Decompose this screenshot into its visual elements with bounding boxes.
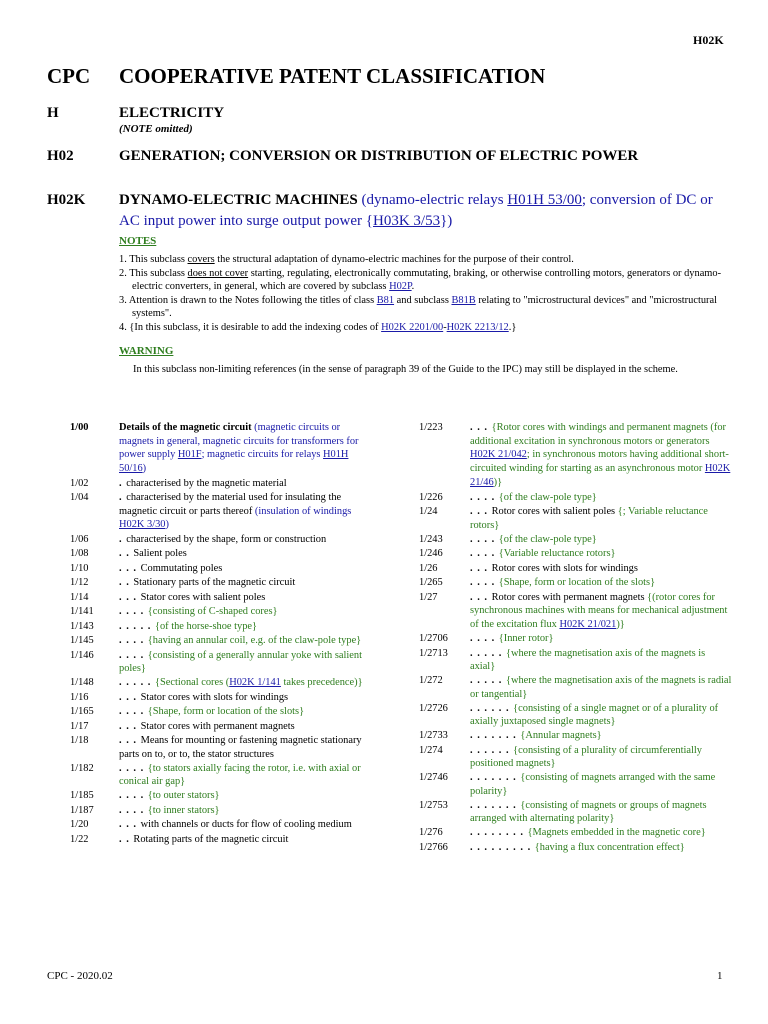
entry-code[interactable]: 1/24 [419, 506, 438, 517]
entry-code[interactable]: 1/02 [70, 477, 89, 489]
classification-entry [419, 547, 732, 561]
entry-indent-dots: . . . . . . . [470, 730, 521, 741]
entry-reference: {having an annular coil, e.g. of the claw-pole type} [147, 635, 362, 646]
entry-body [470, 491, 732, 505]
entry-code[interactable]: 1/243 [419, 533, 443, 545]
classification-entry [70, 562, 369, 576]
entry-body [119, 649, 369, 676]
entry-title: Stationary parts of the magnetic circuit [133, 577, 296, 588]
subclass-code: H02K [47, 192, 86, 208]
entry-body [119, 547, 369, 561]
entry-code[interactable]: 1/146 [70, 649, 94, 661]
classification-entry [70, 491, 369, 532]
entry-body [119, 676, 369, 690]
entry-reference: {Sectional cores (H02K 1/141 takes precedence)} [154, 677, 363, 688]
classification-entry [70, 576, 369, 590]
subclass-ref: (dynamo-electric relays H01H 53/00; conversion of DC or AC input power into surge output power {H03K 3/53}) [119, 192, 713, 229]
entry-indent-dots: . [119, 533, 127, 545]
classification-entry [70, 720, 369, 734]
entry-indent-dots: . . . [119, 720, 141, 732]
entry-indent-dots: . . . [470, 506, 492, 517]
entry-indent-dots: . . . . [470, 633, 499, 644]
entry-body [119, 705, 369, 719]
entry-reference: {where the magnetisation axis of the magnets is axial} [470, 647, 706, 673]
entry-body [470, 576, 732, 590]
entry-code[interactable]: 1/274 [419, 744, 443, 756]
entry-reference: {Annular magnets} [520, 730, 602, 741]
classification-entry [419, 591, 732, 632]
entry-indent-dots: . . [119, 577, 134, 588]
classification-entry [419, 505, 732, 532]
entry-indent-dots: . . [119, 548, 134, 559]
note-link[interactable]: B81 [376, 294, 395, 306]
entry-reference: {of the horse-shoe type} [154, 620, 258, 632]
note-emphasis: does not cover [187, 267, 249, 279]
entry-reference: {to outer stators} [147, 790, 220, 801]
entry-title: with channels or ducts for flow of cooling medium [140, 819, 352, 830]
entry-reference: {Inner rotor} [498, 633, 554, 644]
entry-ref-link[interactable]: H02K 21/021 [559, 618, 617, 630]
classification-entry [70, 676, 369, 690]
classification-entry [419, 729, 732, 743]
entry-title: Stator cores with slots for windings [140, 691, 289, 703]
entry-code[interactable]: 1/276 [419, 827, 443, 838]
entry-code[interactable]: 1/26 [419, 562, 438, 574]
entry-code[interactable]: 1/145 [70, 635, 94, 646]
entry-body [470, 533, 732, 547]
entry-body [119, 576, 369, 590]
entry-indent-dots: . . . . . . . [470, 799, 521, 811]
entry-code[interactable]: 1/182 [70, 762, 94, 774]
entry-indent-dots: . . . . [470, 533, 499, 545]
entry-indent-dots: . . . . . [470, 675, 506, 686]
entry-title: Means for mounting or fastening magnetic stationary parts on to, or to, the stator structures [119, 735, 362, 760]
entry-reference: {consisting of a single magnet or of a plurality of axially juxtaposed single magnets} [470, 702, 719, 728]
class-code: H02 [47, 148, 74, 164]
entry-reference: (insulation of windings H02K 3/30) [119, 505, 352, 531]
classification-entry [419, 744, 732, 771]
entry-code[interactable]: 1/2706 [419, 633, 448, 644]
entry-code[interactable]: 1/16 [70, 691, 89, 703]
classification-entry [70, 605, 369, 619]
classification-entry [70, 591, 369, 605]
entry-reference: {consisting of a plurality of circumferentially positioned magnets} [470, 744, 702, 770]
entry-code[interactable]: 1/265 [419, 577, 443, 588]
classification-entry [419, 632, 732, 646]
note-emphasis: covers [187, 254, 215, 265]
note-link[interactable]: H02K 2201/00 [381, 321, 444, 333]
entry-body [119, 691, 369, 705]
entry-body [119, 833, 369, 847]
entry-ref-link[interactable]: H02K 21/46 [470, 463, 731, 488]
entry-title: Rotor cores with permanent magnets [491, 591, 645, 603]
entry-code[interactable]: 1/12 [70, 577, 89, 588]
classification-entry [70, 620, 369, 634]
entry-indent-dots: . . . . [119, 790, 148, 801]
entry-body [470, 674, 732, 701]
entry-indent-dots: . . [119, 833, 134, 845]
classification-entry [419, 702, 732, 729]
entry-code[interactable]: 1/10 [70, 562, 89, 574]
entry-reference: {; Variable reluctance rotors} [470, 506, 708, 531]
note-item: 3. Attention is drawn to the Notes following the titles of class B81 and subclass B81B relating to "microstructural devices" and "microstructural systems". [119, 294, 717, 320]
classification-entry [70, 649, 369, 676]
entry-indent-dots: . [119, 477, 127, 489]
classification-entry [419, 771, 732, 798]
entry-reference: {Shape, form or location of the slots} [498, 577, 656, 588]
entry-indent-dots: . . . [470, 422, 492, 433]
subclass-title-block [119, 190, 729, 232]
classification-entry [419, 421, 732, 490]
entry-code[interactable]: 1/165 [70, 706, 94, 717]
classification-entry [419, 491, 732, 505]
entry-title: characterised by the shape, form or construction [126, 533, 327, 545]
entry-indent-dots: . . . . [119, 706, 148, 717]
entry-indent-dots: . . . . . . [470, 744, 514, 756]
entry-reference: {to inner stators} [147, 804, 220, 816]
entry-code[interactable]: 1/2713 [419, 647, 448, 659]
entry-indent-dots: . . . . [119, 635, 148, 646]
entry-body [470, 826, 732, 840]
entry-body [470, 729, 732, 743]
entry-title: Rotating parts of the magnetic circuit [133, 833, 289, 845]
entry-reference: {consisting of C-shaped cores} [147, 606, 278, 617]
entry-body [119, 562, 369, 576]
entry-indent-dots: . . . [119, 819, 141, 830]
entry-indent-dots: . . . . [470, 577, 499, 588]
entry-code[interactable]: 1/185 [70, 790, 94, 801]
classification-entry [419, 799, 732, 826]
entry-reference: {of the claw-pole type} [498, 491, 597, 503]
entry-indent-dots: . . . . . . . [470, 772, 521, 783]
entry-code[interactable]: 1/246 [419, 548, 443, 559]
entry-code[interactable]: 1/17 [70, 720, 89, 732]
classification-entry [70, 762, 369, 789]
entry-code[interactable]: 1/04 [70, 492, 89, 503]
classification-entry [419, 576, 732, 590]
entry-reference: {to stators axially facing the rotor, i.e. with axial or conical air gap} [119, 762, 361, 788]
entry-reference: (magnetic circuits or magnets in general, magnetic circuits for transformers for power supply H01F; magnetic circuits for relays H01H 50/16) [119, 422, 359, 475]
note-item: 2. This subclass does not cover starting, regulating, electronically commutating, braking, or otherwise controlling motors, generators or dynamo-electric converters, in general, which are covered by subclass H02P. [119, 267, 722, 293]
entry-body [119, 720, 369, 734]
entry-title: Stator cores with salient poles [140, 591, 266, 603]
entry-code[interactable]: 1/2733 [419, 730, 448, 741]
section-note: (NOTE omitted) [119, 123, 193, 135]
entry-indent-dots: . [119, 492, 127, 503]
entry-code[interactable]: 1/148 [70, 677, 94, 688]
entry-code[interactable]: 1/14 [70, 591, 89, 603]
subclass-title: DYNAMO-ELECTRIC MACHINES [119, 192, 358, 208]
entry-code[interactable]: 1/143 [70, 620, 94, 632]
classification-entry [419, 533, 732, 547]
classification-entry [70, 547, 369, 561]
entry-indent-dots: . . . [119, 562, 141, 574]
entry-body [470, 505, 732, 532]
entry-reference: {(rotor cores for synchronous machines with means for mechanical adjustment of the excitation flux H02K 21/021)} [470, 591, 728, 630]
entry-reference: {of the claw-pole type} [498, 533, 597, 545]
warning-heading: WARNING [119, 345, 174, 357]
classification-entry [70, 691, 369, 705]
entry-body [119, 605, 369, 619]
entry-indent-dots: . . . . [470, 548, 499, 559]
entry-body [119, 421, 369, 476]
classification-entry [70, 421, 369, 476]
section-title: ELECTRICITY [119, 105, 225, 121]
entry-body [470, 562, 732, 576]
entry-body [119, 789, 369, 803]
classification-entry [70, 477, 369, 491]
entry-title: Salient poles [133, 548, 187, 559]
subclass-ref-link-h01h[interactable]: H01H 53/00 [507, 192, 582, 208]
entry-reference: {Magnets embedded in the magnetic core} [527, 827, 706, 838]
entry-code[interactable]: 1/06 [70, 533, 89, 545]
entry-title: Commutating poles [140, 562, 223, 574]
footer-version: CPC - 2020.02 [47, 970, 113, 982]
entry-ref-link[interactable]: H01H 50/16 [119, 449, 349, 475]
notes-heading: NOTES [119, 235, 157, 247]
classification-entry [70, 634, 369, 648]
entry-indent-dots: . . . [470, 562, 492, 574]
entry-indent-dots: . . . . [119, 606, 148, 617]
entry-body [119, 620, 369, 634]
entry-indent-dots: . . . . [119, 762, 148, 774]
classification-entry [419, 826, 732, 840]
entry-body [470, 702, 732, 729]
entry-body [470, 744, 732, 771]
entry-code[interactable]: 1/2766 [419, 841, 448, 853]
entry-code[interactable]: 1/2726 [419, 702, 448, 714]
classification-entry [419, 647, 732, 674]
document-title: COOPERATIVE PATENT CLASSIFICATION [119, 64, 546, 88]
entry-code[interactable]: 1/00 [70, 422, 89, 433]
entry-body [470, 547, 732, 561]
entry-ref-link[interactable]: H01F [177, 449, 202, 461]
class-title: GENERATION; CONVERSION OR DISTRIBUTION OF ELECTRIC POWER [119, 148, 639, 164]
notes-list [119, 253, 731, 335]
entry-body [470, 421, 732, 490]
entry-body [119, 818, 369, 832]
entry-code[interactable]: 1/272 [419, 675, 443, 686]
entry-code[interactable]: 1/22 [70, 833, 89, 845]
entry-body [470, 591, 732, 632]
entry-indent-dots: . . . [470, 591, 492, 603]
note-link[interactable]: H02P [389, 281, 412, 293]
cpc-label: CPC [47, 64, 91, 88]
note-item: 1. This subclass covers the structural adaptation of dynamo-electric machines for the purpose of their control. [119, 254, 574, 265]
entry-code[interactable]: 1/226 [419, 491, 443, 503]
entry-indent-dots: . . . [119, 691, 141, 703]
page-header-code: H02K [693, 33, 724, 47]
entry-code[interactable]: 1/223 [419, 422, 443, 433]
classification-entry [70, 533, 369, 547]
footer-page-number: 1 [717, 970, 723, 982]
entry-code[interactable]: 1/187 [70, 804, 94, 816]
entry-indent-dots: . . . . [119, 649, 148, 661]
entry-body [119, 762, 369, 789]
entry-title: Rotor cores with salient poles [491, 506, 616, 517]
entry-body [470, 632, 732, 646]
entry-indent-dots: . . . . . . [470, 702, 514, 714]
entry-reference: {consisting of magnets or groups of magnets arranged with alternating polarity} [470, 799, 707, 825]
entry-reference: {consisting of magnets arranged with the same polarity} [470, 772, 716, 797]
entry-reference: {Variable reluctance rotors} [498, 548, 616, 559]
entry-code[interactable]: 1/20 [70, 819, 89, 830]
classification-entry [419, 562, 732, 576]
entry-title: characterised by the material used for insulating the magnetic circuit or parts thereof [119, 492, 342, 517]
entry-indent-dots: . . . . [470, 491, 499, 503]
classification-entry [419, 841, 732, 855]
entry-ref-link[interactable]: H02K 3/30 [119, 519, 166, 531]
note-link[interactable]: B81B [451, 294, 476, 306]
entry-indent-dots: . . . . . [119, 677, 155, 688]
entry-body [119, 734, 369, 761]
entry-indent-dots: . . . [119, 591, 141, 603]
entry-code[interactable]: 1/08 [70, 548, 89, 559]
classification-entry [70, 804, 369, 818]
section-code: H [47, 105, 59, 121]
entry-indent-dots: . . . . [119, 804, 148, 816]
classification-entry [70, 818, 369, 832]
entry-body [470, 647, 732, 674]
classification-entry [70, 705, 369, 719]
subclass-ref-link-h03k[interactable]: H03K 3/53 [372, 213, 441, 229]
note-link[interactable]: H02K 2213/12 [446, 321, 509, 333]
entry-indent-dots: . . . [119, 735, 141, 746]
entry-body [470, 771, 732, 798]
entry-code[interactable]: 1/27 [419, 591, 438, 603]
entry-reference: {Shape, form or location of the slots} [147, 706, 305, 717]
entry-indent-dots: . . . . . . . . [470, 827, 528, 838]
entry-body [119, 634, 369, 648]
entry-body [119, 533, 369, 547]
entry-reference: {consisting of a generally annular yoke with salient poles} [119, 649, 362, 675]
entry-body [470, 841, 732, 855]
entry-code[interactable]: 1/2746 [419, 772, 448, 783]
entry-body [470, 799, 732, 826]
classification-entry [70, 734, 369, 761]
note-item: 4. {In this subclass, it is desirable to add the indexing codes of H02K 2201/00-H02K 2213/12.} [119, 321, 517, 333]
entry-title: Details of the magnetic circuit [119, 422, 252, 433]
entry-reference: {where the magnetisation axis of the magnets is radial or tangential} [470, 675, 732, 700]
classification-entry [419, 674, 732, 701]
entry-ref-link[interactable]: H02K 21/042 [470, 449, 527, 461]
entry-reference: {having a flux concentration effect} [534, 841, 685, 853]
entry-title: characterised by the magnetic material [126, 477, 287, 489]
entry-body [119, 804, 369, 818]
entry-code[interactable]: 1/141 [70, 606, 94, 617]
entry-code[interactable]: 1/18 [70, 735, 89, 746]
entry-reference: {Rotor cores with windings and permanent magnets (for additional excitation in synchronous motors or generators H02K 21/042; in synchronous motors having additional short-circuited winding for starting as an asynchronous motor H02K 21/46)} [470, 422, 731, 488]
entry-indent-dots: . . . . . [470, 647, 506, 659]
entry-indent-dots: . . . . . [119, 620, 155, 632]
entry-body [119, 591, 369, 605]
classification-entry [70, 789, 369, 803]
entry-title: Rotor cores with slots for windings [491, 562, 638, 574]
entry-body [119, 477, 369, 491]
classification-entry [70, 833, 369, 847]
entry-indent-dots: . . . . . . . . . [470, 841, 535, 853]
warning-text: In this subclass non-limiting references (in the sense of paragraph 39 of the Guide to the IPC) may still be displayed in the scheme. [133, 364, 678, 375]
entry-ref-link[interactable]: H02K 1/141 [229, 677, 281, 688]
entry-title: Stator cores with permanent magnets [140, 720, 295, 732]
entry-code[interactable]: 1/2753 [419, 799, 448, 811]
entry-body [119, 491, 369, 532]
